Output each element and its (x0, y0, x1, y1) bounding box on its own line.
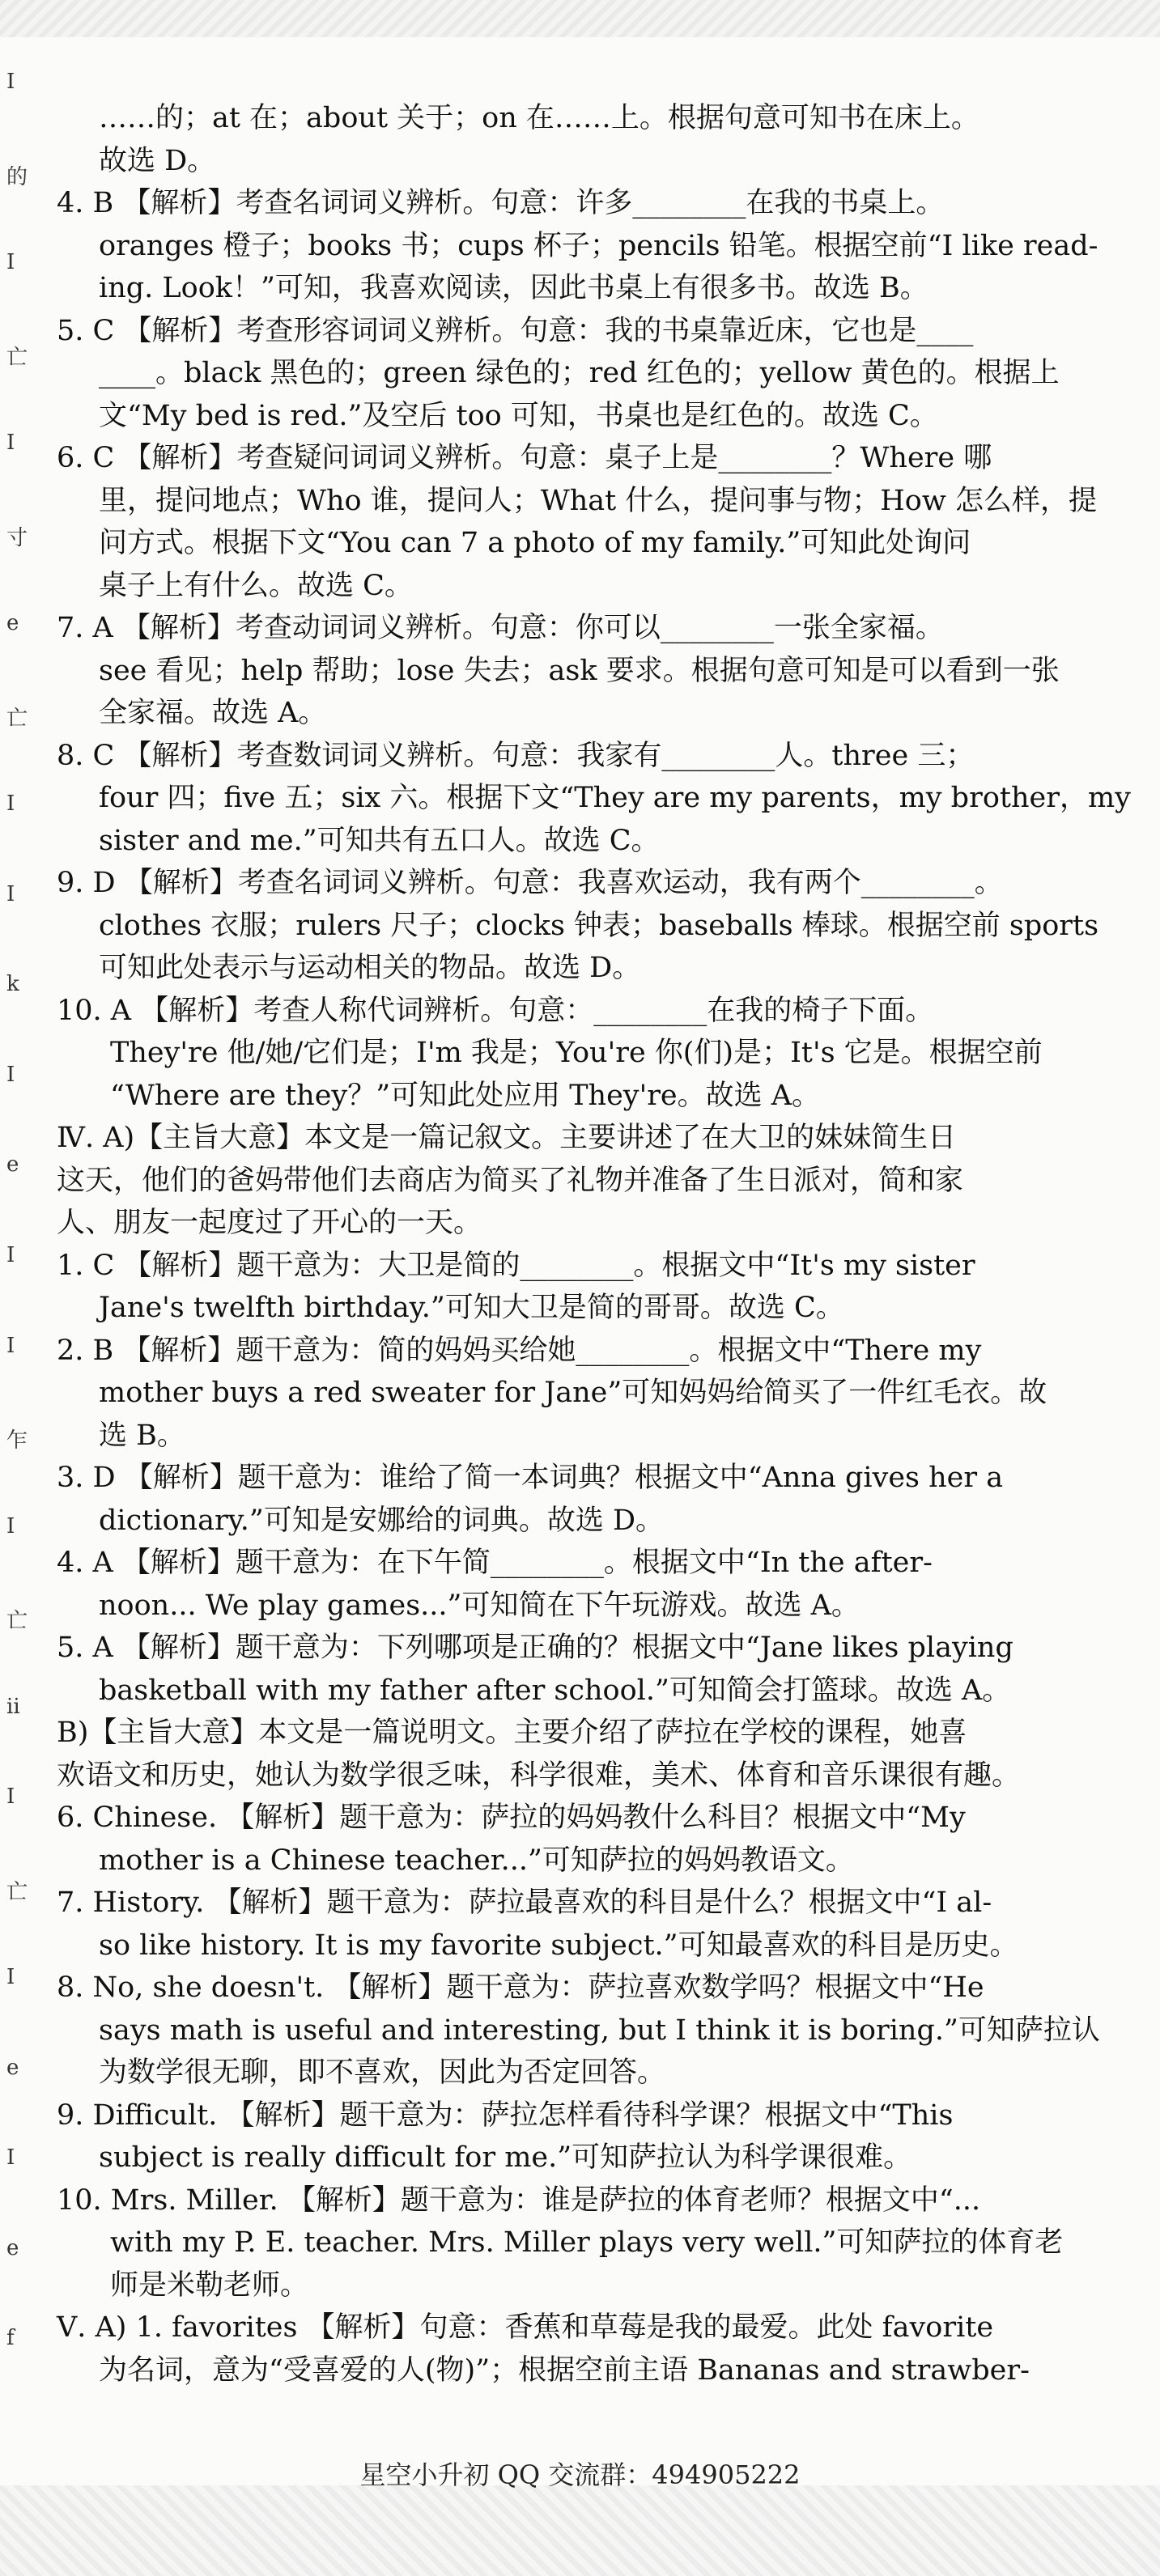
margin-mark: I (6, 1243, 15, 1267)
section-v-line: Ⅴ. A) 1. favorites 【解析】句意：香蕉和草莓是我的最爱。此处 favorite (57, 2311, 994, 2344)
text-line: 桌子上有什么。故选 C。 (99, 569, 413, 602)
text-line: 欢语文和历史，她认为数学很乏味，科学很难，美术、体育和音乐课很有趣。 (57, 1759, 1021, 1792)
text-line: “Where are they？”可知此处应用 They're。故选 A。 (110, 1079, 821, 1112)
margin-mark: k (6, 972, 19, 997)
text-line: 为名词，意为“受喜爱的人(物)”；根据空前主语 Bananas and strawber- (99, 2353, 1030, 2387)
text-line: four 四；five 五；six 六。根据下文“They are my parents，my brother，my (99, 782, 1131, 814)
text-line: basketball with my father after school.”可知简会打篮球。故选 A。 (99, 1674, 1011, 1707)
text-line: 故选 D。 (99, 144, 216, 177)
margin-mark: I (6, 1062, 15, 1087)
margin-mark: I (6, 431, 15, 456)
text-line: so like history. It is my favorite subject.”可知最喜欢的科目是历史。 (99, 1929, 1018, 1962)
text-line: subject is really difficult for me.”可知萨拉认为科学课很难。 (99, 2141, 912, 2174)
text-line: 为数学很无聊，即不喜欢，因此为否定回答。 (99, 2056, 666, 2089)
text-line: says math is useful and interesting, but I think it is boring.”可知萨拉认 (99, 2014, 1100, 2047)
footer-group-info: 星空小升初 QQ 交流群：494905222 (359, 2459, 801, 2490)
margin-mark: I (6, 250, 15, 275)
text-line: ____。black 黑色的；green 绿色的；red 红色的；yellow 黄色的。根据上 (99, 357, 1060, 389)
text-line: noon... We play games...”可知简在下午玩游戏。故选 A。 (99, 1589, 860, 1622)
text-line: Jane's twelfth birthday.”可知大卫是简的哥哥。故选 C。 (99, 1292, 844, 1324)
margin-mark: 亡 (6, 1609, 28, 1634)
margin-mark: 乍 (6, 1428, 28, 1454)
scan-texture-bottom (0, 2485, 1160, 2576)
question-iv-9-line: 9. Difficult. 【解析】题干意为：萨拉怎样看待科学课？根据文中“This (57, 2099, 954, 2132)
question-8-line: 8. C 【解析】考查数词词义辨析。句意：我家有________人。three 三； (57, 739, 975, 772)
text-line: with my P. E. teacher. Mrs. Miller plays very well.”可知萨拉的体育老 (110, 2226, 1064, 2259)
text-line: ing. Look！”可知，我喜欢阅读，因此书桌上有很多书。故选 B。 (99, 272, 928, 304)
section-b-summary: B)【主旨大意】本文是一篇说明文。主要介绍了萨拉在学校的课程，她喜 (57, 1717, 967, 1749)
margin-mark: e (6, 1152, 19, 1178)
margin-mark: I (6, 70, 15, 94)
text-line: 问方式。根据下文“You can 7 a photo of my family.”可知此处询问 (99, 527, 971, 559)
text-line: mother buys a red sweater for Jane”可知妈妈给简买了一件红毛衣。故 (99, 1377, 1047, 1409)
question-iv-6-line: 6. Chinese. 【解析】题干意为：萨拉的妈妈教什么科目？根据文中“My (57, 1802, 966, 1834)
margin-mark: 寸 (6, 525, 28, 550)
question-6-line: 6. C 【解析】考查疑问词词义辨析。句意：桌子上是________？Where 哪 (57, 442, 992, 474)
question-iv-3-line: 3. D 【解析】题干意为：谁给了简一本词典？根据文中“Anna gives her a (57, 1462, 1004, 1494)
question-iv-10-line: 10. Mrs. Miller. 【解析】题干意为：谁是萨拉的体育老师？根据文中“... (57, 2183, 981, 2217)
text-line: They're 他/她/它们是；I'm 我是；You're 你(们)是；It's 它是。根据空前 (110, 1037, 1043, 1069)
text-line: clothes 衣服；rulers 尺子；clocks 钟表；baseballs 棒球。根据空前 sports (99, 909, 1099, 942)
question-iv-2-line: 2. B 【解析】题干意为：简的妈妈买给她________。根据文中“There my (57, 1334, 982, 1367)
text-line: dictionary.”可知是安娜给的词典。故选 D。 (99, 1504, 665, 1537)
margin-mark: e (6, 611, 19, 636)
question-9-line: 9. D 【解析】考查名词词义辨析。句意：我喜欢运动，我有两个________。 (57, 867, 1003, 899)
text-line: ……的；at 在；about 关于；on 在……上。根据句意可知书在床上。 (99, 102, 979, 134)
text-line: oranges 橙子；books 书；cups 杯子；pencils 铅笔。根据空前“I like read- (99, 229, 1098, 262)
text-line: 文“My bed is red.”及空后 too 可知，书桌也是红色的。故选 C。 (99, 399, 938, 432)
text-line: mother is a Chinese teacher...”可知萨拉的妈妈教语文。 (99, 1844, 854, 1877)
text-line: 全家福。故选 A。 (99, 697, 327, 729)
question-iv-7-line: 7. History. 【解析】题干意为：萨拉最喜欢的科目是什么？根据文中“I al- (57, 1886, 992, 1919)
question-5-line: 5. C 【解析】考查形容词词义辨析。句意：我的书桌靠近床，它也是____ (57, 314, 974, 347)
scan-texture-top (0, 0, 1160, 37)
text-line: sister and me.”可知共有五口人。故选 C。 (99, 824, 660, 857)
margin-mark: 的 (6, 164, 28, 189)
text-line: 可知此处表示与运动相关的物品。故选 D。 (99, 952, 641, 984)
section-iv-summary: Ⅳ. A)【主旨大意】本文是一篇记叙文。主要讲述了在大卫的妹妹简生日 (57, 1122, 957, 1154)
margin-mark: I (6, 791, 15, 817)
text-line: 这天，他们的爸妈带他们去商店为简买了礼物并准备了生日派对，简和家 (57, 1164, 964, 1197)
text-line: 选 B。 (99, 1419, 185, 1452)
question-7-line: 7. A 【解析】考查动词词义辨析。句意：你可以________一张全家福。 (57, 612, 944, 644)
margin-strip (0, 37, 34, 2433)
question-iv-1-line: 1. C 【解析】题干意为：大卫是简的________。根据文中“It's my sister (57, 1249, 975, 1282)
question-10-line: 10. A 【解析】考查人称代词辨析。句意：________在我的椅子下面。 (57, 994, 934, 1027)
text-line: 人、朋友一起度过了开心的一天。 (57, 1207, 482, 1239)
margin-mark: ii (6, 1694, 20, 1719)
margin-mark: f (6, 2326, 15, 2351)
margin-mark: e (6, 2055, 19, 2080)
answer-content (57, 97, 1131, 2391)
margin-mark: 亡 (6, 706, 28, 731)
margin-mark: I (6, 1785, 15, 1810)
margin-mark: I (6, 881, 15, 906)
question-iv-8-line: 8. No, she doesn't. 【解析】题干意为：萨拉喜欢数学吗？根据文中“He (57, 1971, 984, 2004)
text-line: 师是米勒老师。 (110, 2268, 309, 2302)
text-line: see 看见；help 帮助；lose 失去；ask 要求。根据句意可知是可以看到一张 (99, 654, 1060, 687)
margin-mark: 亡 (6, 345, 28, 370)
margin-mark: e (6, 2235, 19, 2260)
question-iv-4-line: 4. A 【解析】题干意为：在下午简________。根据文中“In the after- (57, 1547, 933, 1579)
margin-mark: I (6, 1965, 15, 1990)
text-line: 里，提问地点；Who 谁，提问人；What 什么，提问事与物；How 怎么样，提 (99, 484, 1097, 517)
margin-mark: I (6, 2145, 15, 2171)
margin-mark: I (6, 1333, 15, 1358)
margin-mark: 亡 (6, 1879, 28, 1904)
question-4-line: 4. B 【解析】考查名词词义辨析。句意：许多________在我的书桌上。 (57, 187, 945, 219)
question-iv-5-line: 5. A 【解析】题干意为：下列哪项是正确的？根据文中“Jane likes playing (57, 1632, 1013, 1664)
margin-mark: I (6, 1513, 15, 1538)
